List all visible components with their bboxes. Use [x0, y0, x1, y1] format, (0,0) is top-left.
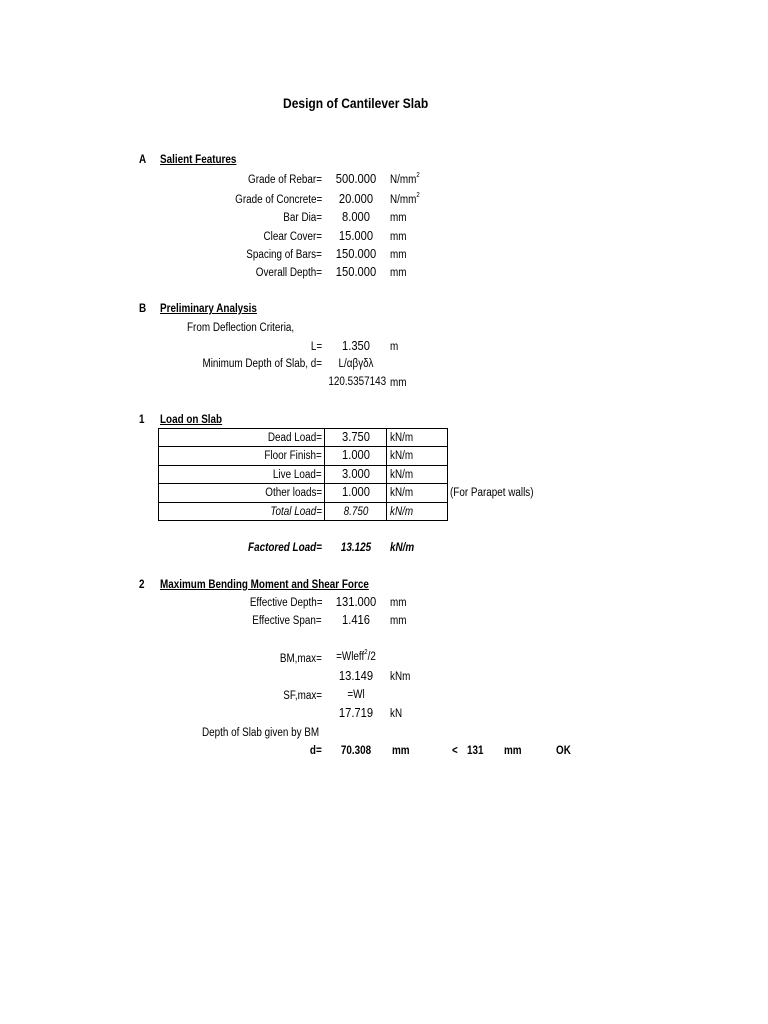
unit-grade-concrete: $N/mm^2$ [390, 192, 420, 206]
label-sf-max: SF,max= [283, 690, 322, 702]
load-table-rule [158, 446, 448, 447]
min-depth-formula: L/αβγδλ [338, 358, 374, 370]
less-than-symbol: < [452, 745, 458, 757]
load-table-rule [158, 502, 448, 503]
label-total-load: Total Load= [270, 506, 322, 518]
label-d: d= [310, 745, 322, 757]
unit-effective-depth: mm [390, 597, 407, 609]
value-live-load: 3.000 [341, 466, 370, 481]
value-grade-rebar: 500.000 [335, 171, 377, 186]
value-d: 70.308 [340, 745, 372, 757]
value-effective-depth: 131.000 [335, 594, 377, 609]
unit-d-limit: mm [504, 745, 522, 757]
unit-dead-load: kN/m [390, 432, 414, 444]
value-grade-concrete: 20.000 [338, 191, 374, 206]
value-sf-max: 17.719 [338, 705, 374, 720]
unit-grade-rebar: $N/mm^2$ [390, 172, 420, 186]
label-bar-dia: Bar Dia= [283, 212, 322, 224]
label-bm-max: BM,max= [279, 653, 322, 665]
unit-spacing-bars: mm [390, 249, 407, 261]
unit-d: mm [392, 745, 410, 757]
sf-formula: =Wl [347, 689, 365, 701]
section-b-letter: B [139, 303, 147, 315]
label-floor-finish: Floor Finish= [264, 450, 322, 462]
label-min-depth: Minimum Depth of Slab, d= [202, 358, 322, 370]
unit-live-load: kN/m [390, 469, 414, 481]
value-overall-depth: 150.000 [335, 264, 377, 279]
load-table-divider [324, 428, 325, 521]
unit-factored-load: kN/m [390, 542, 415, 554]
unit-bm-max: kNm [390, 671, 411, 683]
unit-sf-max: kN [390, 708, 403, 720]
load-table-rule [158, 483, 448, 484]
unit-overall-depth: mm [390, 267, 407, 279]
section-2-heading: Maximum Bending Moment and Shear Force [160, 579, 369, 591]
value-bar-dia: 8.000 [341, 209, 370, 224]
section-1-number: 1 [139, 414, 145, 426]
unit-other-loads: kN/m [390, 487, 414, 499]
value-floor-finish: 1.000 [341, 447, 370, 462]
label-L: L= [310, 341, 322, 353]
load-table-divider [386, 428, 387, 521]
bm-formula: =Wleff$^2$/2 [336, 649, 376, 663]
label-factored-load: Factored Load= [248, 542, 322, 554]
unit-effective-span: mm [390, 615, 407, 627]
label-dead-load: Dead Load= [267, 432, 322, 444]
unit-L: m [390, 341, 399, 353]
value-bm-max: 13.149 [338, 668, 374, 683]
label-effective-span: Effective Span= [252, 615, 322, 627]
section-a-letter: A [139, 154, 147, 166]
label-other-loads: Other loads= [265, 487, 322, 499]
value-factored-load: 13.125 [340, 542, 372, 554]
note-parapet-walls: (For Parapet walls) [450, 487, 534, 499]
page-title: Design of Cantilever Slab [283, 95, 429, 111]
label-spacing-bars: Spacing of Bars= [246, 249, 322, 261]
label-overall-depth: Overall Depth= [255, 267, 322, 279]
label-effective-depth: Effective Depth= [249, 597, 322, 609]
value-total-load: 8.750 [343, 506, 369, 518]
check-result: OK [556, 745, 571, 757]
value-spacing-bars: 150.000 [335, 246, 377, 261]
section-1-heading: Load on Slab [160, 414, 223, 426]
load-table-rule [158, 465, 448, 466]
label-grade-concrete: Grade of Concrete= [234, 194, 322, 206]
value-d-limit: 131 [467, 745, 484, 757]
unit-clear-cover: mm [390, 231, 407, 243]
unit-min-depth: mm [390, 377, 407, 389]
depth-by-bm-label: Depth of Slab given by BM [202, 727, 320, 739]
section-a-heading: Salient Features [160, 154, 237, 166]
deflection-criteria-intro: From Deflection Criteria, [187, 322, 295, 334]
value-effective-span: 1.416 [341, 612, 370, 627]
value-clear-cover: 15.000 [338, 228, 374, 243]
value-L: 1.350 [341, 338, 370, 353]
label-live-load: Live Load= [273, 469, 322, 481]
section-b-heading: Preliminary Analysis [160, 303, 257, 315]
label-grade-rebar: Grade of Rebar= [248, 174, 322, 186]
value-other-loads: 1.000 [341, 484, 370, 499]
value-min-depth: 120.5357143 [328, 376, 386, 388]
section-2-number: 2 [139, 579, 145, 591]
label-clear-cover: Clear Cover= [263, 231, 322, 243]
value-dead-load: 3.750 [341, 429, 370, 444]
unit-floor-finish: kN/m [390, 450, 414, 462]
unit-total-load: kN/m [390, 506, 414, 518]
unit-bar-dia: mm [390, 212, 407, 224]
